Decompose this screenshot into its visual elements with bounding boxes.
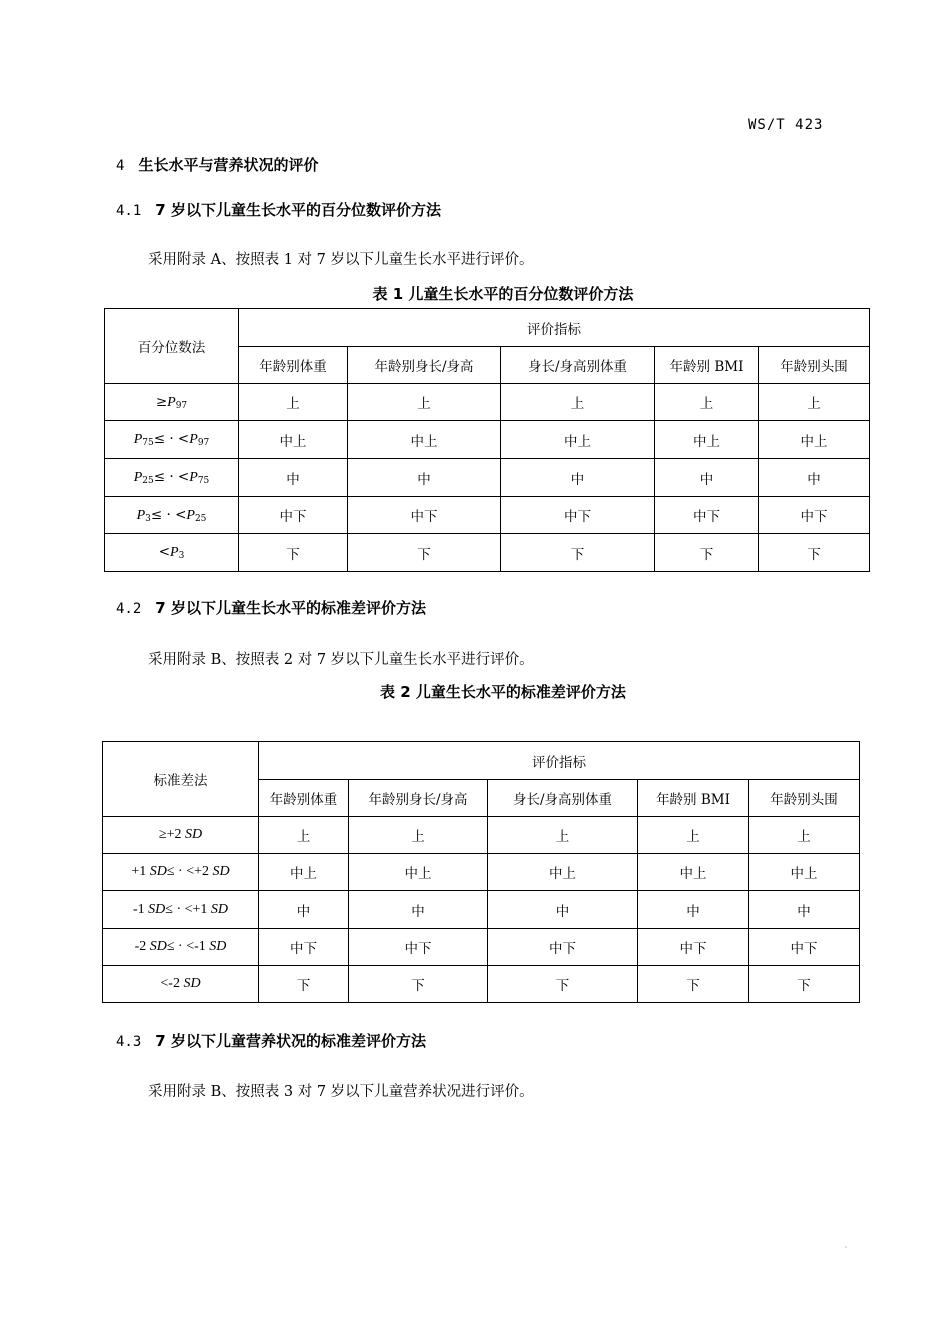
- table-cell: 下: [749, 966, 860, 1003]
- column-header: 年龄别体重: [239, 347, 348, 384]
- section-title: 生长水平与营养状况的评价: [138, 156, 319, 174]
- table-cell: 中: [239, 459, 348, 497]
- table-2: [102, 741, 860, 1003]
- section-4-3-heading: [116, 1030, 426, 1051]
- table-cell: 上: [638, 817, 749, 854]
- table-cell: 中上: [349, 854, 488, 891]
- section-number: 4.3: [116, 1034, 142, 1050]
- table-cell: 中: [488, 891, 638, 929]
- row-label: <-2 SD: [103, 966, 259, 1003]
- column-header: 年龄别 BMI: [655, 347, 759, 384]
- table-cell: 中上: [488, 854, 638, 891]
- table-cell: 下: [348, 534, 501, 572]
- section-4-2-heading: [116, 597, 426, 618]
- table-1: [104, 308, 870, 572]
- column-header: 身长/身高别体重: [501, 347, 655, 384]
- table-cell: 上: [749, 817, 860, 854]
- table-cell: 中: [259, 891, 349, 929]
- table-cell: 中下: [638, 929, 749, 966]
- table-cell: 下: [349, 966, 488, 1003]
- table-cell: 中下: [259, 929, 349, 966]
- section-title: 7 岁以下儿童营养状况的标准差评价方法: [155, 1032, 426, 1050]
- table-cell: 中下: [488, 929, 638, 966]
- row-label: $\ge P_{97}$: [105, 384, 239, 421]
- table-cell: 中下: [749, 929, 860, 966]
- section-4-heading: [116, 154, 318, 175]
- row-label: $P_{25}\le \cdot <P_{75}$: [105, 459, 239, 497]
- column-header: 年龄别 BMI: [638, 780, 749, 817]
- section-4-2-paragraph: 采用附录 B、按照表 2 对 7 岁以下儿童生长水平进行评价。: [148, 652, 534, 668]
- table-row: [105, 534, 870, 572]
- row-label: $<P_3$: [105, 534, 239, 572]
- table-row: [103, 854, 860, 891]
- table-cell: 中上: [348, 421, 501, 459]
- table-cell: 中下: [239, 497, 348, 534]
- table-cell: 下: [259, 966, 349, 1003]
- table-cell: 中: [349, 891, 488, 929]
- table-cell: 中: [655, 459, 759, 497]
- table-2-group-header: 评价指标: [259, 742, 860, 780]
- table-cell: 下: [655, 534, 759, 572]
- table-cell: 下: [501, 534, 655, 572]
- table-cell: 中: [348, 459, 501, 497]
- table-cell: 中上: [759, 421, 870, 459]
- row-label: -2 SD≤ · <-1 SD: [103, 929, 259, 966]
- table-cell: 中上: [749, 854, 860, 891]
- scan-speck: [845, 1246, 847, 1248]
- row-label: ≥+2 SD: [103, 817, 259, 854]
- table-cell: 上: [349, 817, 488, 854]
- column-header: 年龄别身长/身高: [349, 780, 488, 817]
- table-cell: 上: [239, 384, 348, 421]
- table-row: [103, 891, 860, 929]
- table-cell: 中: [501, 459, 655, 497]
- column-header: 年龄别头围: [759, 347, 870, 384]
- column-header: 年龄别身长/身高: [348, 347, 501, 384]
- table-cell: 下: [638, 966, 749, 1003]
- table-cell: 中: [749, 891, 860, 929]
- table-1-group-header: 评价指标: [239, 309, 870, 347]
- row-label: $P_3\le \cdot <P_{25}$: [105, 497, 239, 534]
- document-code: WS/T 423: [748, 118, 824, 130]
- table-cell: 中下: [348, 497, 501, 534]
- table-cell: 中上: [259, 854, 349, 891]
- table-cell: 上: [259, 817, 349, 854]
- table-row: [103, 929, 860, 966]
- row-label: -1 SD≤ · <+1 SD: [103, 891, 259, 929]
- table-cell: 中: [759, 459, 870, 497]
- table-cell: 上: [655, 384, 759, 421]
- table-cell: 下: [488, 966, 638, 1003]
- table-cell: 下: [239, 534, 348, 572]
- table-cell: 上: [501, 384, 655, 421]
- section-number: 4.1: [116, 203, 142, 219]
- table-cell: 中: [638, 891, 749, 929]
- table-row: [105, 384, 870, 421]
- row-label: +1 SD≤ · <+2 SD: [103, 854, 259, 891]
- table-cell: 下: [759, 534, 870, 572]
- column-header: 年龄别体重: [259, 780, 349, 817]
- column-header: 年龄别头围: [749, 780, 860, 817]
- section-title: 7 岁以下儿童生长水平的百分位数评价方法: [155, 201, 441, 219]
- section-number: 4: [116, 158, 125, 174]
- table-cell: 中上: [655, 421, 759, 459]
- section-title: 7 岁以下儿童生长水平的标准差评价方法: [155, 599, 426, 617]
- section-4-3-paragraph: 采用附录 B、按照表 3 对 7 岁以下儿童营养状况进行评价。: [148, 1084, 534, 1100]
- table-1-caption: 表 1 儿童生长水平的百分位数评价方法: [372, 285, 634, 303]
- table-cell: 中上: [239, 421, 348, 459]
- table-row: [103, 817, 860, 854]
- table-cell: 中下: [501, 497, 655, 534]
- table-cell: 中下: [759, 497, 870, 534]
- section-4-1-paragraph: 采用附录 A、按照表 1 对 7 岁以下儿童生长水平进行评价。: [148, 252, 534, 268]
- table-cell: 中下: [655, 497, 759, 534]
- table-cell: 中上: [638, 854, 749, 891]
- table-cell: 中上: [501, 421, 655, 459]
- table-cell: 上: [348, 384, 501, 421]
- table-2-method-header: 标准差法: [103, 742, 259, 817]
- table-1-method-header: 百分位数法: [105, 309, 239, 384]
- table-row: [105, 459, 870, 497]
- table-row: [103, 966, 860, 1003]
- column-header: 身长/身高别体重: [488, 780, 638, 817]
- table-row: [105, 497, 870, 534]
- table-2-caption: 表 2 儿童生长水平的标准差评价方法: [380, 683, 626, 701]
- section-4-1-heading: [116, 199, 441, 220]
- table-cell: 中下: [349, 929, 488, 966]
- row-label: $P_{75}\le \cdot <P_{97}$: [105, 421, 239, 459]
- table-cell: 上: [759, 384, 870, 421]
- table-row: [105, 421, 870, 459]
- section-number: 4.2: [116, 601, 142, 617]
- table-cell: 上: [488, 817, 638, 854]
